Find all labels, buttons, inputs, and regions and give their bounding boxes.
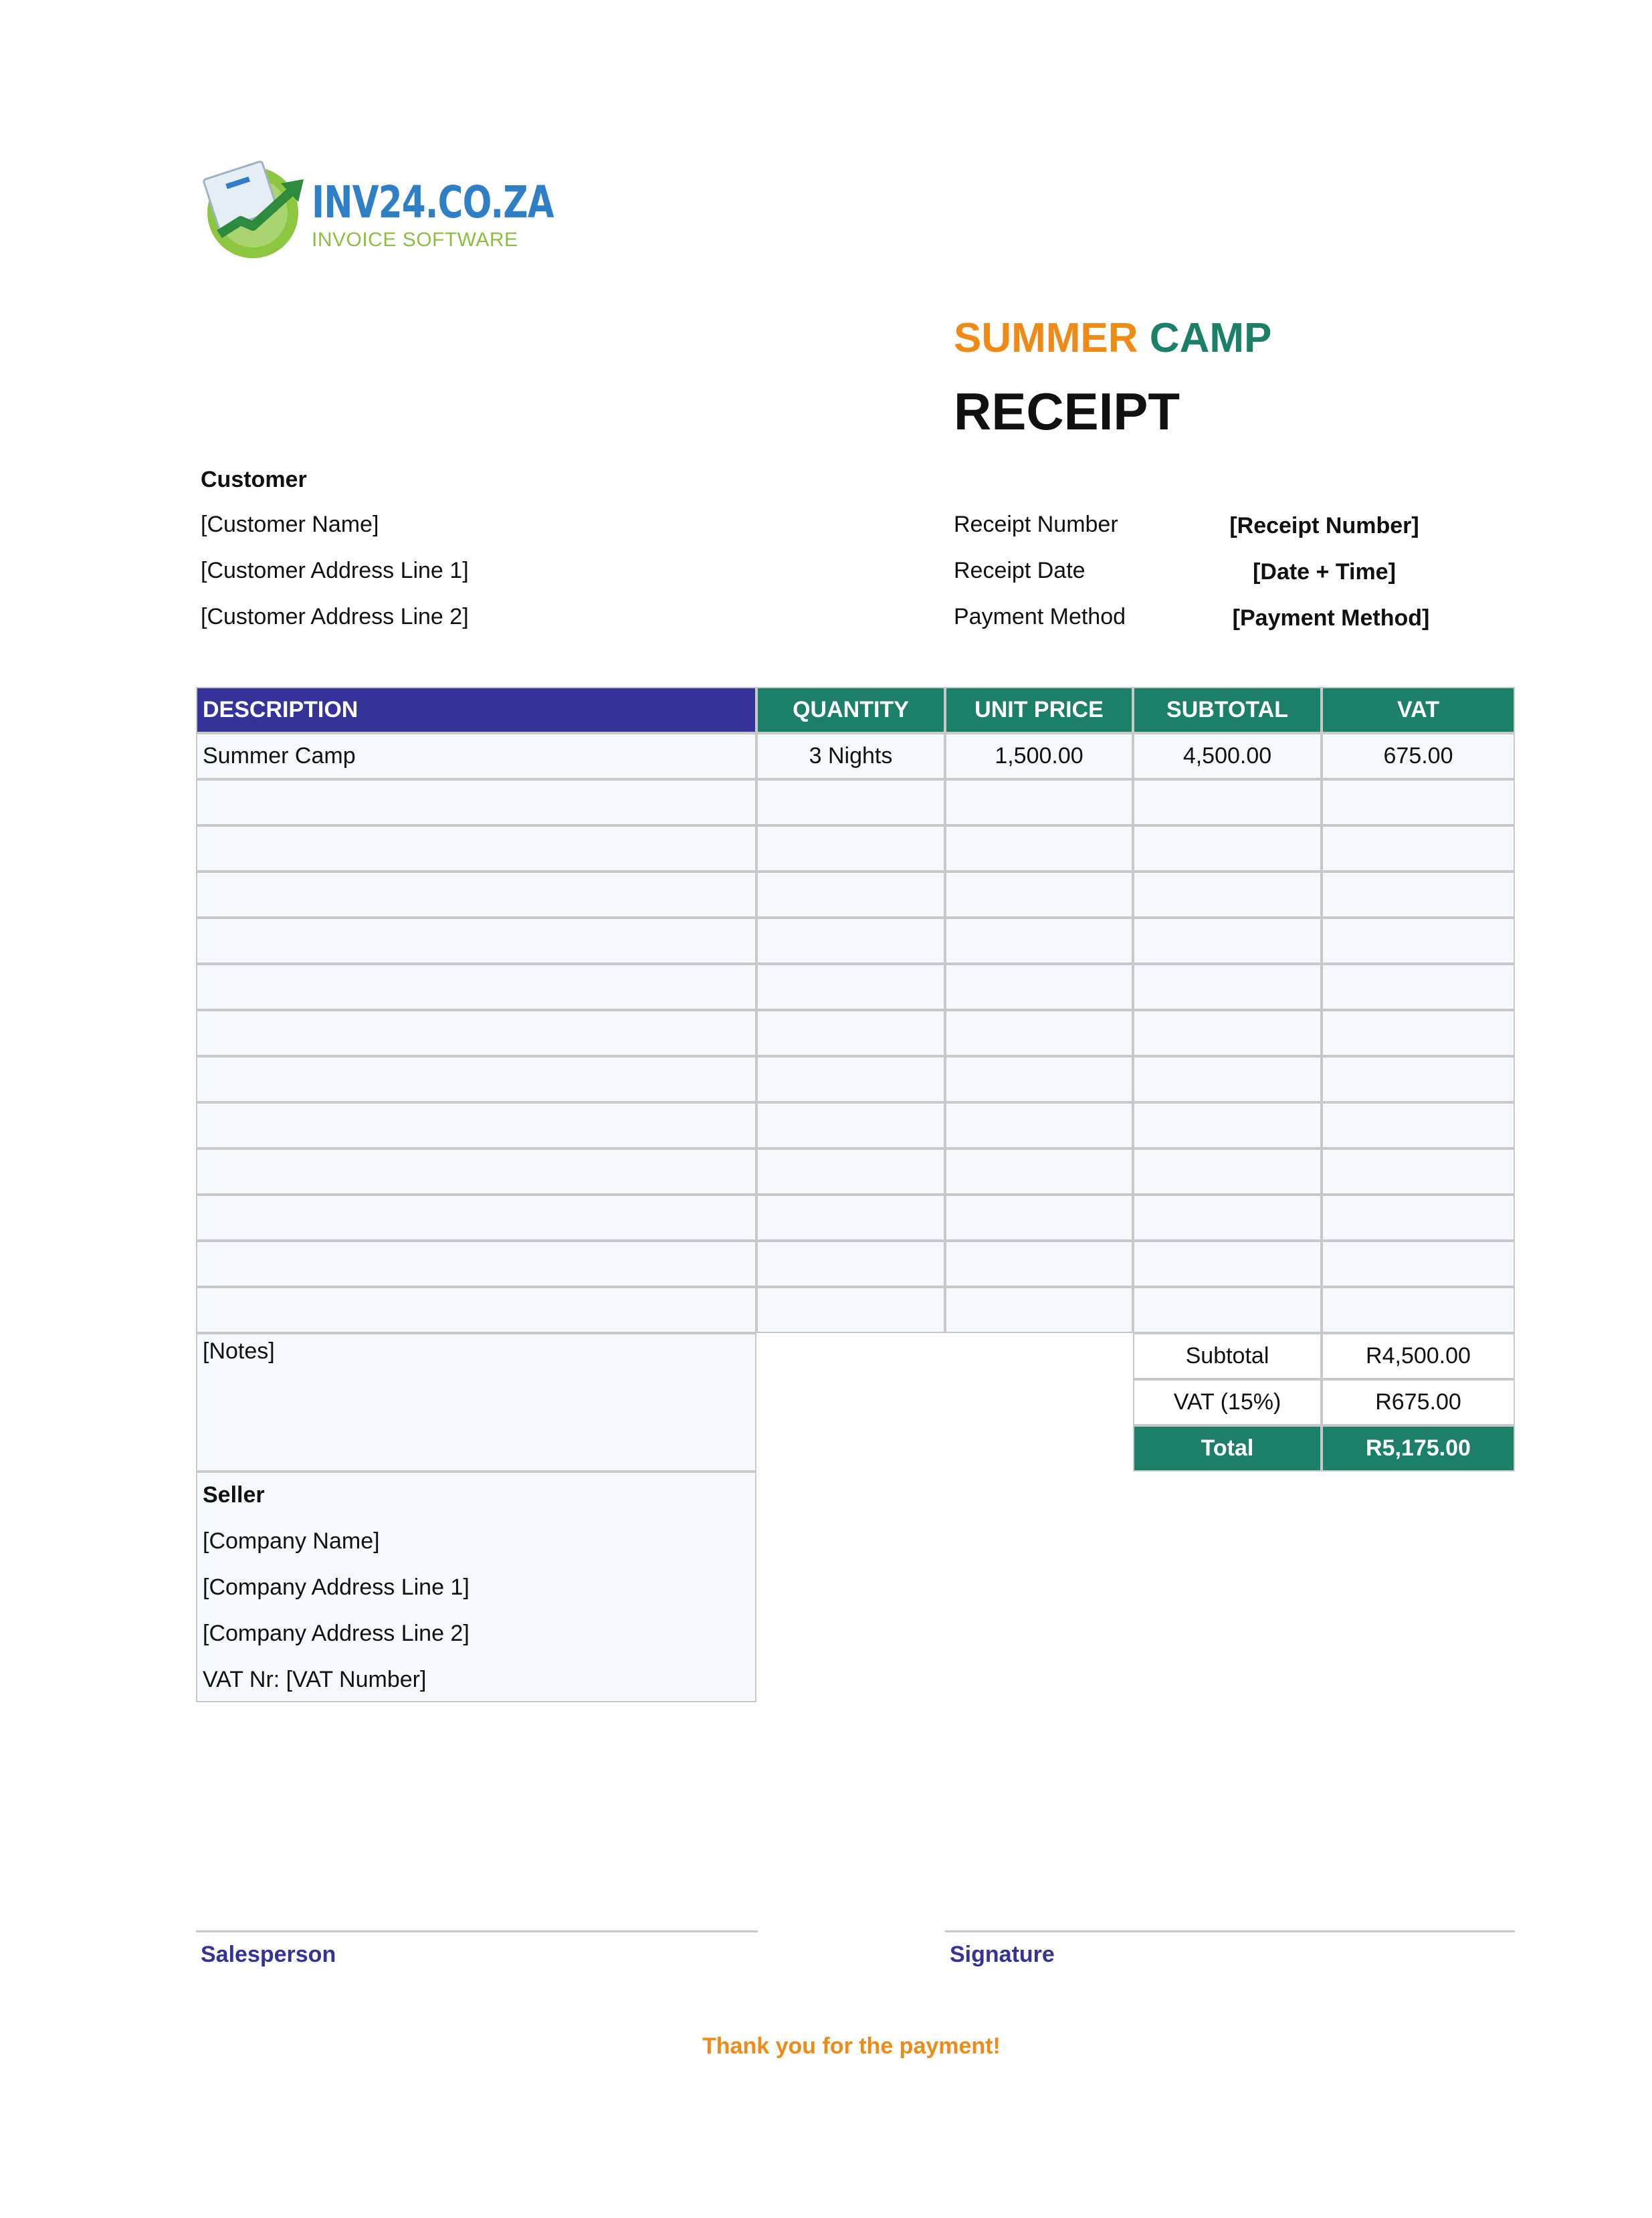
cell-description [196,825,756,872]
cell-vat [1322,1010,1515,1056]
cell-unit-price [945,1102,1133,1148]
thank-you-message: Thank you for the payment! [702,2033,1001,2059]
receipt-number-value: [Receipt Number] [1229,513,1419,538]
title-word-summer: SUMMER [954,315,1138,361]
cell-subtotal [1133,1102,1322,1148]
cell-vat [1322,1241,1515,1287]
cell-quantity: 3 Nights [756,733,945,779]
cell-subtotal [1133,1241,1322,1287]
cell-vat [1322,964,1515,1010]
receipt-number-label: Receipt Number [954,512,1118,537]
cell-description [196,1287,756,1333]
cell-unit-price [945,1195,1133,1241]
totals-total-label: Total [1133,1425,1322,1472]
signature-line [945,1930,1515,1932]
cell-description [196,1195,756,1241]
seller-address-line-2: [Company Address Line 2] [203,1621,470,1646]
cell-unit-price [945,918,1133,964]
customer-heading: Customer [201,467,307,492]
cell-description [196,1010,756,1056]
receipt-date-label: Receipt Date [954,558,1086,583]
cell-quantity [756,872,945,918]
cell-unit-price [945,779,1133,825]
totals-total-value: R5,175.00 [1322,1425,1515,1472]
title-word-camp: CAMP [1149,315,1272,361]
cell-subtotal [1133,1010,1322,1056]
salesperson-label: Salesperson [201,1942,336,1967]
cell-unit-price [945,1287,1133,1333]
cell-quantity [756,779,945,825]
line-items-table [196,687,1515,1692]
signature-label: Signature [950,1942,1055,1967]
seller-address-line-1: [Company Address Line 1] [203,1575,470,1600]
seller-heading: Seller [203,1482,265,1508]
cell-unit-price: 1,500.00 [945,733,1133,779]
cell-vat [1322,872,1515,918]
payment-method-label: Payment Method [954,604,1126,629]
cell-quantity [756,825,945,872]
receipt-heading: RECEIPT [954,382,1180,441]
cell-vat [1322,1287,1515,1333]
cell-vat [1322,779,1515,825]
cell-quantity [756,1102,945,1148]
cell-subtotal [1133,1148,1322,1195]
notes-box: [Notes] [196,1333,756,1472]
header-vat: VAT [1322,687,1515,733]
cell-vat [1322,1195,1515,1241]
logo-name: INV24.CO.ZA [312,177,554,228]
cell-vat [1322,1148,1515,1195]
cell-quantity [756,1241,945,1287]
cell-subtotal [1133,825,1322,872]
cell-vat [1322,1102,1515,1148]
cell-subtotal [1133,964,1322,1010]
totals-subtotal-value: R4,500.00 [1322,1333,1515,1379]
seller-vat-number: VAT Nr: [VAT Number] [203,1667,427,1692]
seller-company-name: [Company Name] [203,1528,380,1554]
receipt-date-value: [Date + Time] [1253,559,1396,585]
cell-unit-price [945,1056,1133,1102]
cell-unit-price [945,1148,1133,1195]
cell-description [196,1056,756,1102]
totals-vat-label: VAT (15%) [1133,1379,1322,1425]
cell-description [196,964,756,1010]
logo-icon [201,159,308,260]
cell-quantity [756,1195,945,1241]
cell-subtotal [1133,1287,1322,1333]
cell-description [196,872,756,918]
cell-description: Summer Camp [196,733,756,779]
cell-unit-price [945,872,1133,918]
cell-unit-price [945,825,1133,872]
payment-method-value: [Payment Method] [1232,605,1430,631]
cell-vat [1322,825,1515,872]
cell-subtotal [1133,1195,1322,1241]
cell-subtotal: 4,500.00 [1133,733,1322,779]
cell-quantity [756,1056,945,1102]
salesperson-line [196,1930,758,1932]
cell-description [196,1148,756,1195]
seller-box [196,1472,756,1702]
cell-subtotal [1133,779,1322,825]
header-unit-price: UNIT PRICE [945,687,1133,733]
company-logo [201,159,554,260]
cell-unit-price [945,1010,1133,1056]
cell-quantity [756,1287,945,1333]
header-quantity: QUANTITY [756,687,945,733]
cell-quantity [756,1010,945,1056]
cell-subtotal [1133,1056,1322,1102]
cell-unit-price [945,964,1133,1010]
document-title [954,314,1271,362]
header-subtotal: SUBTOTAL [1133,687,1322,733]
cell-vat: 675.00 [1322,733,1515,779]
cell-quantity [756,964,945,1010]
cell-subtotal [1133,872,1322,918]
cell-description [196,779,756,825]
cell-vat [1322,1056,1515,1102]
cell-quantity [756,918,945,964]
cell-vat [1322,918,1515,964]
cell-description [196,1102,756,1148]
cell-unit-price [945,1241,1133,1287]
cell-description [196,1241,756,1287]
header-description: DESCRIPTION [196,687,756,733]
customer-address-line-1: [Customer Address Line 1] [201,558,469,583]
logo-tagline: INVOICE SOFTWARE [312,229,518,251]
totals-subtotal-label: Subtotal [1133,1333,1322,1379]
totals-vat-value: R675.00 [1322,1379,1515,1425]
customer-address-line-2: [Customer Address Line 2] [201,604,469,629]
cell-quantity [756,1148,945,1195]
cell-subtotal [1133,918,1322,964]
customer-name: [Customer Name] [201,512,379,537]
cell-description [196,918,756,964]
